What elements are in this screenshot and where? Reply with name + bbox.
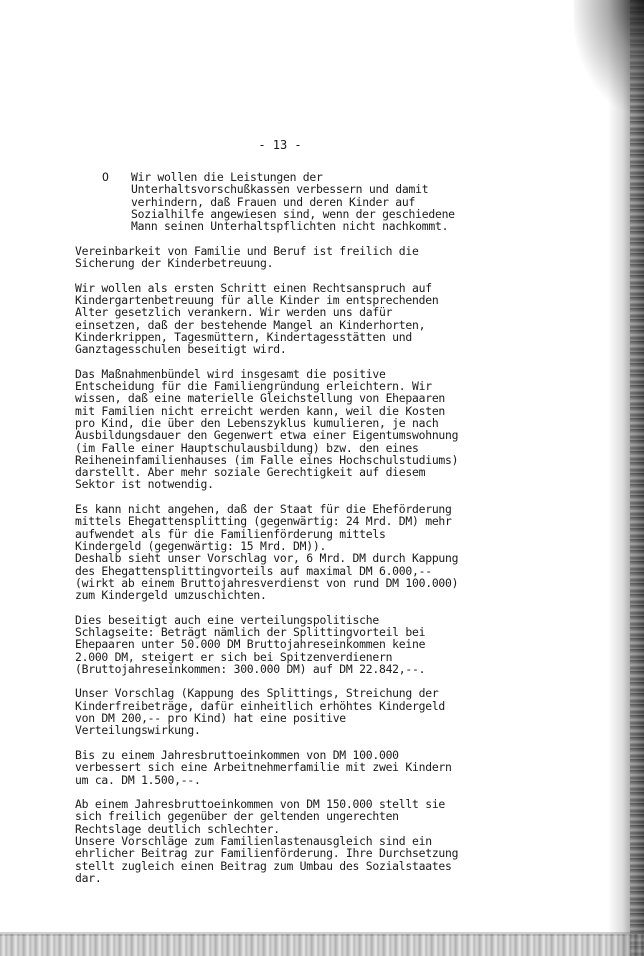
text-line: Sicherung der Kinderbetreuung. (75, 256, 274, 271)
text-line: Kindergartenbetreuung für alle Kinder im entsprechenden (75, 292, 439, 307)
text-line: Kinderkrippen, Tagesmüttern, Kindertagesstätten und (75, 329, 412, 344)
text-line: aufwendet als für die Familienförderung mittels (75, 526, 386, 541)
text-line: (wirkt ab einem Bruttojahresverdienst von rund DM 100.000) (75, 575, 459, 590)
body-text (75, 171, 515, 897)
text-line: dar. (75, 870, 102, 885)
text-line: zum Kindergeld umzuschichten. (75, 588, 267, 603)
text-line: 2.000 DM, steigert er sich bei Spitzenverdienern (75, 649, 393, 664)
text-line: Deshalb sieht unser Vorschlag vor, 6 Mrd. DM durch Kappung (75, 551, 459, 566)
text-line: darstellt. Aber mehr soziale Gerechtigkeit auf diesem (75, 465, 426, 480)
text-line: stellt zugleich einen Beitrag zum Umbau des Sozialstaates (75, 858, 452, 873)
paragraph (75, 687, 515, 736)
text-line: Mann seinen Unterhaltspflichten nicht nachkommt. (131, 219, 449, 234)
text-line: Rechtslage deutlich schlechter. (75, 821, 280, 836)
text-line: wissen, daß eine materielle Gleichstellung von Ehepaaren (75, 391, 446, 406)
text-line: verhindern, daß Frauen und deren Kinder auf (131, 194, 416, 209)
text-line: Wir wollen als ersten Schritt einen Rechtsanspruch auf (75, 280, 432, 295)
text-line: (Bruttojahreseinkommen: 300.000 DM) auf DM 22.842,--. (75, 661, 426, 676)
text-line: Ab einem Jahresbruttoeinkommen von DM 150.000 stellt sie (75, 797, 446, 812)
paragraph (75, 368, 515, 491)
text-line: von DM 200,-- pro Kind) hat eine positive (75, 711, 346, 726)
paragraph (75, 749, 515, 786)
text-line: Schlagseite: Beträgt nämlich der Splittingvorteil bei (75, 624, 426, 639)
text-line: Ausbildungsdauer den Gegenwert etwa einer Eigentumswohnung (75, 428, 459, 443)
bullet-body (131, 171, 515, 232)
text-line: Das Maßnahmenbündel wird insgesamt die positive (75, 366, 386, 381)
text-line: sich freilich gegenüber der geltenden ungerechten (75, 809, 399, 824)
text-line: pro Kind, die über den Lebenszyklus kumulieren, je nach (75, 415, 439, 430)
text-line: mit Familien nicht erreicht werden kann, weil die Kosten (75, 403, 446, 418)
text-line: Verteilungswirkung. (75, 723, 201, 738)
text-line: ehrlicher Beitrag zur Familienförderung. Ihre Durchsetzung (75, 846, 459, 861)
paragraph (75, 245, 515, 270)
text-line: verbessert sich eine Arbeitnehmerfamilie mit zwei Kindern (75, 760, 452, 775)
page-number: - 13 - (258, 138, 302, 152)
text-line: Sektor ist notwendig. (75, 477, 214, 492)
text-line: Entscheidung für die Familiengründung erleichtern. Wir (75, 379, 432, 394)
text-line: Unser Vorschlag (Kappung des Splittings, Streichung der (75, 686, 439, 701)
bullet-marker: O (102, 170, 109, 184)
text-line: Vereinbarkeit von Familie und Beruf ist freilich die (75, 243, 419, 258)
paragraph (75, 614, 515, 675)
text-line: mittels Ehegattensplitting (gegenwärtig: 24 Mrd. DM) mehr (75, 514, 452, 529)
text-line: des Ehegattensplittingvorteils auf maximal DM 6.000,-- (75, 563, 432, 578)
text-line: Sozialhilfe angewiesen sind, wenn der geschiedene (131, 206, 455, 221)
text-line: Alter gesetzlich verankern. Wir werden uns dafür (75, 305, 393, 320)
text-line: Kinderfreibeträge, dafür einheitlich erhöhtes Kindergeld (75, 698, 446, 713)
text-line: Ehepaaren unter 50.000 DM Bruttojahreseinkommen keine (75, 637, 426, 652)
paragraph (75, 798, 515, 884)
text-line: Wir wollen die Leistungen der (131, 170, 323, 184)
text-line: Bis zu einem Jahresbruttoeinkommen von DM 100.000 (75, 747, 399, 762)
text-line: Dies beseitigt auch eine verteilungspolitische (75, 612, 379, 627)
paragraph (75, 282, 515, 356)
bullet-item (75, 171, 515, 232)
text-line: einsetzen, daß der bestehende Mangel an Kinderhorten, (75, 317, 426, 332)
text-line: Reiheneinfamilienhauses (im Falle eines Hochschulstudiums) (75, 452, 459, 467)
paragraph (75, 503, 515, 601)
text-line: um ca. DM 1.500,--. (75, 772, 201, 787)
text-line: Unsere Vorschläge zum Familienlastenausgleich sind ein (75, 834, 432, 849)
text-line: (im Falle einer Hauptschulausbildung) bzw. den eines (75, 440, 419, 455)
text-line: Ganztagesschulen beseitigt wird. (75, 342, 287, 357)
text-line: Es kann nicht angehen, daß der Staat für die Eheförderung (75, 502, 452, 517)
text-line: Unterhaltsvorschußkassen verbessern und damit (131, 182, 429, 197)
text-line: Kindergeld (gegenwärtig: 15 Mrd. DM)). (75, 538, 327, 553)
